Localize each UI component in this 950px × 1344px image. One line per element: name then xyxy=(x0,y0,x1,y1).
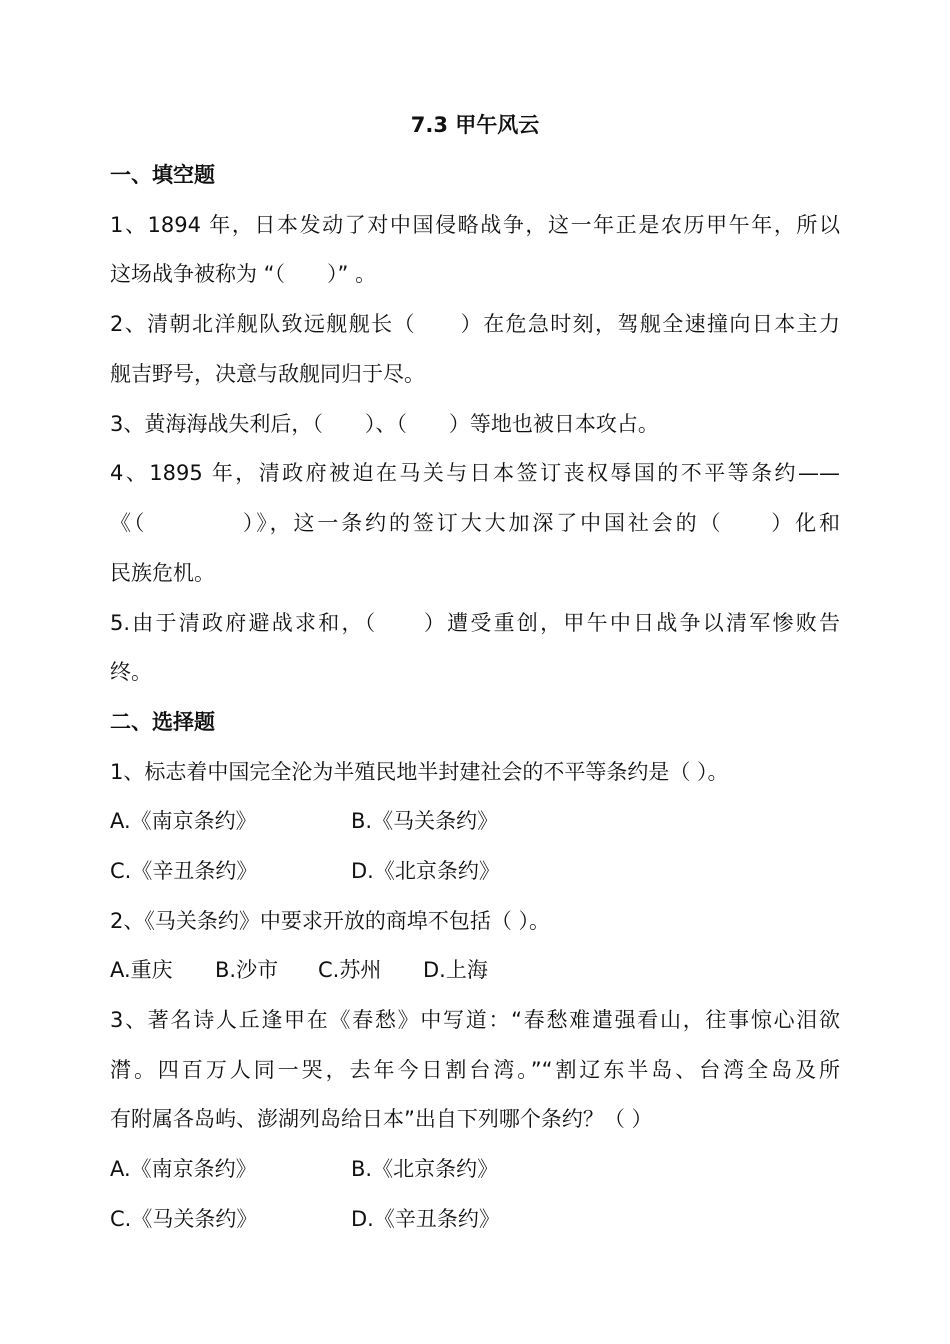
question-line: 终。 xyxy=(110,660,152,684)
question-line: 《（ ）》，这一条约的签订大大加深了中国社会的（ ）化和 xyxy=(110,511,840,535)
question-line: 3、黄海海战失利后，（ ）、（ ）等地也被日本攻占。 xyxy=(110,412,659,436)
question-line: 4、1895 年，清政府被迫在马关与日本签订丧权辱国的不平等条约—— xyxy=(110,461,840,485)
question-line: 1、1894 年，日本发动了对中国侵略战争，这一年正是农历甲午年，所以 xyxy=(110,213,840,237)
question-line: 舰吉野号，决意与敌舰同归于尽。 xyxy=(110,362,425,386)
question-line: 2、清朝北洋舰队致远舰舰长（ ）在危急时刻，驾舰全速撞向日本主力 xyxy=(110,312,840,336)
option-d: D.《北京条约》 xyxy=(351,859,500,883)
option-b: B.《北京条约》 xyxy=(351,1157,499,1181)
question-line: 潸。四百万人同一哭，去年今日割台湾。”“割辽东半岛、台湾全岛及所 xyxy=(110,1058,840,1082)
page-title: 7.3 甲午风云 xyxy=(410,113,540,137)
section-heading-fill-blank: 一、填空题 xyxy=(110,163,215,187)
section-heading-multiple-choice: 二、选择题 xyxy=(110,710,215,734)
option-b: B.《马关条约》 xyxy=(351,809,499,833)
option-c: C.《马关条约》 xyxy=(110,1207,258,1231)
question-line: 3、著名诗人丘逢甲在《春愁》中写道：“春愁难遣强看山，往事惊心泪欲 xyxy=(110,1008,840,1032)
question-line: 民族危机。 xyxy=(110,561,215,585)
question-line: 5.由于清政府避战求和，（ ）遭受重创，甲午中日战争以清军惨败告 xyxy=(110,611,840,635)
question-stem: 2、《马关条约》中要求开放的商埠不包括（ ）。 xyxy=(110,909,551,933)
option-b: B.沙市 xyxy=(215,958,279,982)
option-a: A.《南京条约》 xyxy=(110,809,257,833)
option-c: C.苏州 xyxy=(318,958,382,982)
option-d: D.上海 xyxy=(423,958,488,982)
option-d: D.《辛丑条约》 xyxy=(351,1207,500,1231)
question-line: 有附属各岛屿、澎湖列岛给日本”出自下列哪个条约？（ ） xyxy=(110,1107,653,1131)
question-stem: 1、标志着中国完全沦为半殖民地半封建社会的不平等条约是（ ）。 xyxy=(110,760,729,784)
question-line: 这场战争被称为 “（ ）” 。 xyxy=(110,262,377,286)
option-a: A.重庆 xyxy=(110,958,173,982)
option-a: A.《南京条约》 xyxy=(110,1157,257,1181)
option-c: C.《辛丑条约》 xyxy=(110,859,258,883)
